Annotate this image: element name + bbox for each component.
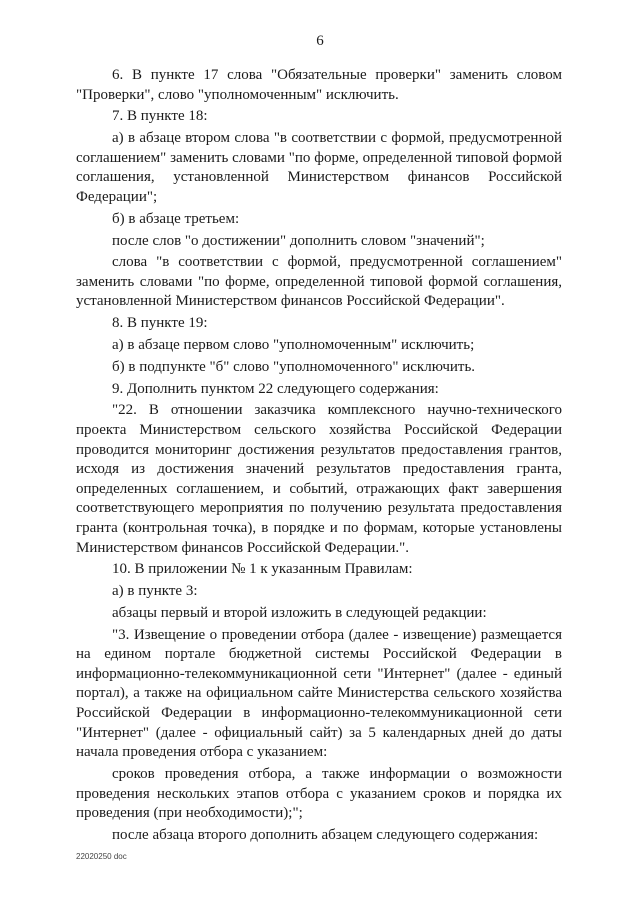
paragraph-item-7b-1: после слов "о достижении" дополнить словом "значений"; [112,232,485,249]
paragraph-item-7b-2: слова "в соответствии с формой, предусмотренной соглашением" заменить словами "по форме, определенной типовой формой соглашения, установленной Министерством финансов Российской Федерации". [76,254,562,310]
paragraph-item-6: 6. В пункте 17 слова "Обязательные проверки" заменить словом "Проверки", слово "уполномоченным" исключить. [76,67,562,103]
paragraph-item-7b: б) в абзаце третьем: [112,210,240,227]
paragraph-item-8b: б) в подпункте "б" слово "уполномоченного" исключить. [112,358,476,375]
page-number: 6 [316,33,324,49]
paragraph-item-10: 10. В приложении № 1 к указанным Правилам: [112,561,413,578]
footer-document-code: 22020250 doc [76,852,127,861]
paragraph-item-3-quote: "3. Извещение о проведении отбора (далее - извещение) размещается на едином портале бюджетной системы Российской Федерации в информационно-телекоммуникационной сети "Интернет" (далее - единый портал), а также на официальном сайте Министерства сельского хозяйства Российской Федерации в информационно-телекоммуникационной сети "Интернет" (далее - официальный сайт) за 5 календарных дней до даты начала проведения отбора с указанием: [76,626,562,761]
paragraph-item-10a-1: абзацы первый и второй изложить в следующей редакции: [112,604,487,621]
paragraph-item-10a: а) в пункте 3: [112,583,198,600]
paragraph-item-8: 8. В пункте 19: [112,315,208,332]
paragraph-item-3-deadlines: сроков проведения отбора, а также информации о возможности проведения нескольких этапов отбора с указанием сроков и порядка их проведения (при необходимости);"; [76,766,562,822]
document-body [76,66,562,848]
paragraph-item-9: 9. Дополнить пунктом 22 следующего содержания: [112,380,439,397]
paragraph-item-7a: а) в абзаце втором слова "в соответствии с формой, предусмотренной соглашением" заменить словами "по форме, определенной типовой формой соглашения, установленной Министерством финансов Российской Федерации"; [76,130,562,205]
paragraph-item-7: 7. В пункте 18: [112,108,208,125]
paragraph-item-8a: а) в абзаце первом слово "уполномоченным" исключить; [112,337,475,354]
paragraph-item-22-quote: "22. В отношении заказчика комплексного научно-технического проекта Министерством сельского хозяйства Российской Федерации проводится мониторинг достижения результатов предоставления грантов, исходя из достижения значений результатов предоставления гранта, определенных соглашением, и событий, отражающих факт завершения соответствующего мероприятия по получению результата предоставления гранта (контрольная точка), в порядке и по формам, которые установлены Министерством финансов Российской Федерации.". [76,402,562,556]
paragraph-item-add-paragraph: после абзаца второго дополнить абзацем следующего содержания: [112,826,539,843]
